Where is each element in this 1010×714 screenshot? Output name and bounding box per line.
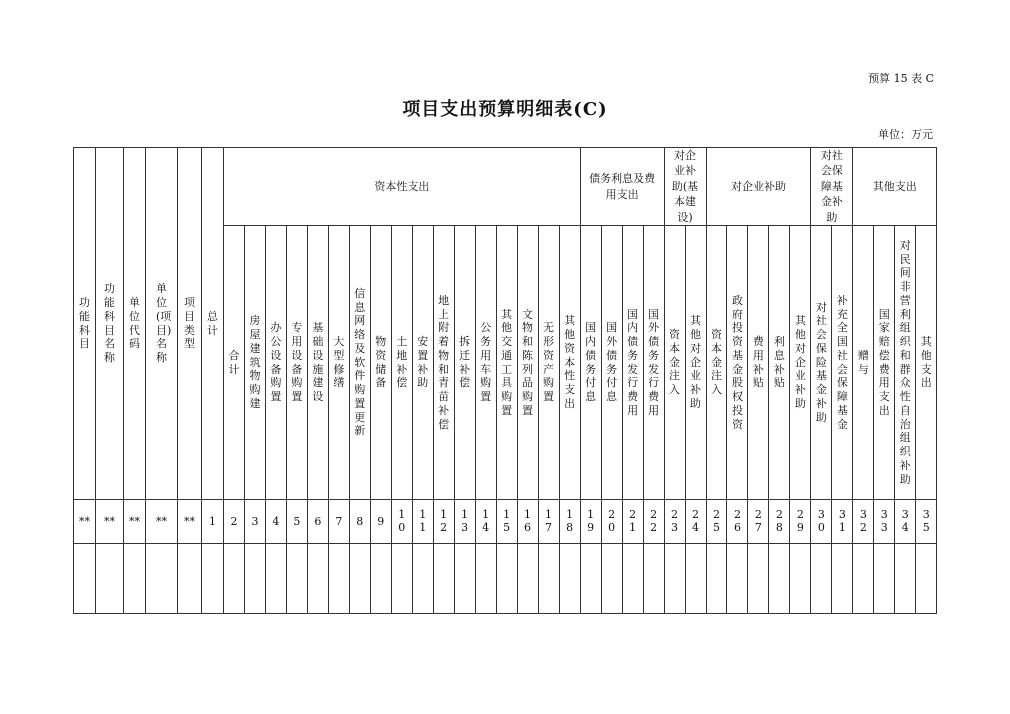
data-cell[interactable]: [454, 544, 475, 614]
column-header: 国外债务发行费用: [643, 226, 664, 500]
column-header: 资本金注入: [664, 226, 685, 500]
header-cell: 单位(项目)名称: [146, 148, 178, 500]
index-cell: 6: [307, 500, 328, 544]
index-cell: 24: [685, 500, 706, 544]
column-header: 资本金注入: [706, 226, 727, 500]
index-cell: 25: [706, 500, 727, 544]
column-header: 基础设施建设: [307, 226, 328, 500]
data-cell[interactable]: [559, 544, 580, 614]
column-header: 国内债务付息: [580, 226, 601, 500]
header-cell: 功能科目名称: [96, 148, 124, 500]
column-header: 物资储备: [370, 226, 391, 500]
group-header: 对企业补助: [706, 148, 811, 226]
column-header: 对民间非营利组织和群众性自治组织补助: [895, 226, 916, 500]
column-header: 其他资本性支出: [559, 226, 580, 500]
data-cell[interactable]: [895, 544, 916, 614]
data-cell[interactable]: [622, 544, 643, 614]
data-cell[interactable]: [265, 544, 286, 614]
page-title: 项目支出预算明细表(C): [402, 99, 608, 120]
index-cell: **: [124, 500, 146, 544]
index-cell: 3: [244, 500, 265, 544]
index-cell: 28: [769, 500, 790, 544]
index-cell: 2: [224, 500, 245, 544]
column-header: 利息补贴: [769, 226, 790, 500]
column-header: 国家赔偿费用支出: [874, 226, 895, 500]
index-cell: 10: [391, 500, 412, 544]
data-cell[interactable]: [685, 544, 706, 614]
index-cell: 21: [622, 500, 643, 544]
column-header: 无形资产购置: [538, 226, 559, 500]
data-cell[interactable]: [853, 544, 874, 614]
index-cell: 12: [433, 500, 454, 544]
data-cell[interactable]: [224, 544, 245, 614]
index-cell: 15: [496, 500, 517, 544]
data-cell[interactable]: [286, 544, 307, 614]
index-cell: 14: [475, 500, 496, 544]
data-cell[interactable]: [874, 544, 895, 614]
column-header: 政府投资基金股权投资: [727, 226, 748, 500]
data-cell[interactable]: [412, 544, 433, 614]
group-header: 其他支出: [853, 148, 937, 226]
index-cell: 33: [874, 500, 895, 544]
data-cell[interactable]: [307, 544, 328, 614]
index-cell: 22: [643, 500, 664, 544]
column-header: 拆迁补偿: [454, 226, 475, 500]
data-cell[interactable]: [832, 544, 853, 614]
index-row: [74, 500, 937, 544]
data-cell[interactable]: [96, 544, 124, 614]
data-cell[interactable]: [244, 544, 265, 614]
column-header: 地上附着物和青苗补偿: [433, 226, 454, 500]
index-cell: 26: [727, 500, 748, 544]
column-header: 赠与: [853, 226, 874, 500]
group-header: 资本性支出: [224, 148, 581, 226]
column-header: 专用设备购置: [286, 226, 307, 500]
index-cell: 18: [559, 500, 580, 544]
index-cell: 27: [748, 500, 769, 544]
index-cell: 5: [286, 500, 307, 544]
group-header: 对社会保障基金补助: [811, 148, 853, 226]
group-header: 债务利息及费用支出: [580, 148, 664, 226]
index-cell: 11: [412, 500, 433, 544]
column-header: 公务用车购置: [475, 226, 496, 500]
header-cell: 总计: [202, 148, 224, 500]
index-cell: **: [146, 500, 178, 544]
column-header: 其他支出: [916, 226, 937, 500]
column-header: 对社会保险基金补助: [811, 226, 832, 500]
data-cell[interactable]: [601, 544, 622, 614]
header-cell: 项目类型: [178, 148, 202, 500]
header-cell: 单位代码: [124, 148, 146, 500]
data-cell[interactable]: [475, 544, 496, 614]
data-cell[interactable]: [517, 544, 538, 614]
data-cell[interactable]: [391, 544, 412, 614]
column-header: 费用补贴: [748, 226, 769, 500]
column-header: 国内债务发行费用: [622, 226, 643, 500]
index-cell: 16: [517, 500, 538, 544]
column-header: 大型修缮: [328, 226, 349, 500]
index-cell: 30: [811, 500, 832, 544]
data-cell[interactable]: [433, 544, 454, 614]
index-cell: **: [178, 500, 202, 544]
data-cell[interactable]: [916, 544, 937, 614]
index-cell: 13: [454, 500, 475, 544]
index-cell: 17: [538, 500, 559, 544]
column-header: 安置补助: [412, 226, 433, 500]
index-cell: 7: [328, 500, 349, 544]
data-cell[interactable]: [124, 544, 146, 614]
group-header-row: [74, 148, 937, 226]
column-header: 信息网络及软件购置更新: [349, 226, 370, 500]
data-cell[interactable]: [178, 544, 202, 614]
index-cell: 32: [853, 500, 874, 544]
column-header: 其他对企业补助: [790, 226, 811, 500]
form-code: 预算 15 表 C: [868, 72, 934, 85]
column-header: 房屋建筑物购建: [244, 226, 265, 500]
column-header: 其他交通工具购置: [496, 226, 517, 500]
data-cell[interactable]: [349, 544, 370, 614]
unit-label: 单位：万元: [878, 128, 933, 141]
data-cell[interactable]: [496, 544, 517, 614]
index-cell: 1: [202, 500, 224, 544]
column-header: 合计: [224, 226, 245, 500]
data-cell[interactable]: [328, 544, 349, 614]
index-cell: 35: [916, 500, 937, 544]
column-header: 其他对企业补助: [685, 226, 706, 500]
data-cell[interactable]: [643, 544, 664, 614]
data-cell[interactable]: [202, 544, 224, 614]
index-cell: **: [74, 500, 96, 544]
index-cell: 23: [664, 500, 685, 544]
data-cell[interactable]: [538, 544, 559, 614]
index-cell: 20: [601, 500, 622, 544]
column-header: 文物和陈列品购置: [517, 226, 538, 500]
column-header: 补充全国社会保障基金: [832, 226, 853, 500]
index-cell: 34: [895, 500, 916, 544]
index-cell: 4: [265, 500, 286, 544]
data-cell[interactable]: [664, 544, 685, 614]
data-cell[interactable]: [790, 544, 811, 614]
data-cell[interactable]: [727, 544, 748, 614]
header-cell: 功能科目: [74, 148, 96, 500]
empty-data-row: [74, 544, 937, 614]
data-cell[interactable]: [706, 544, 727, 614]
data-cell[interactable]: [146, 544, 178, 614]
column-header: 办公设备购置: [265, 226, 286, 500]
index-cell: 31: [832, 500, 853, 544]
index-cell: 9: [370, 500, 391, 544]
column-header: 国外债务付息: [601, 226, 622, 500]
data-cell[interactable]: [811, 544, 832, 614]
data-cell[interactable]: [74, 544, 96, 614]
group-header: 对企业补助(基本建设): [664, 148, 706, 226]
column-header: 土地补偿: [391, 226, 412, 500]
index-cell: **: [96, 500, 124, 544]
index-cell: 8: [349, 500, 370, 544]
data-cell[interactable]: [769, 544, 790, 614]
data-cell[interactable]: [370, 544, 391, 614]
budget-table: [73, 147, 937, 614]
data-cell[interactable]: [580, 544, 601, 614]
index-cell: 29: [790, 500, 811, 544]
data-cell[interactable]: [748, 544, 769, 614]
index-cell: 19: [580, 500, 601, 544]
